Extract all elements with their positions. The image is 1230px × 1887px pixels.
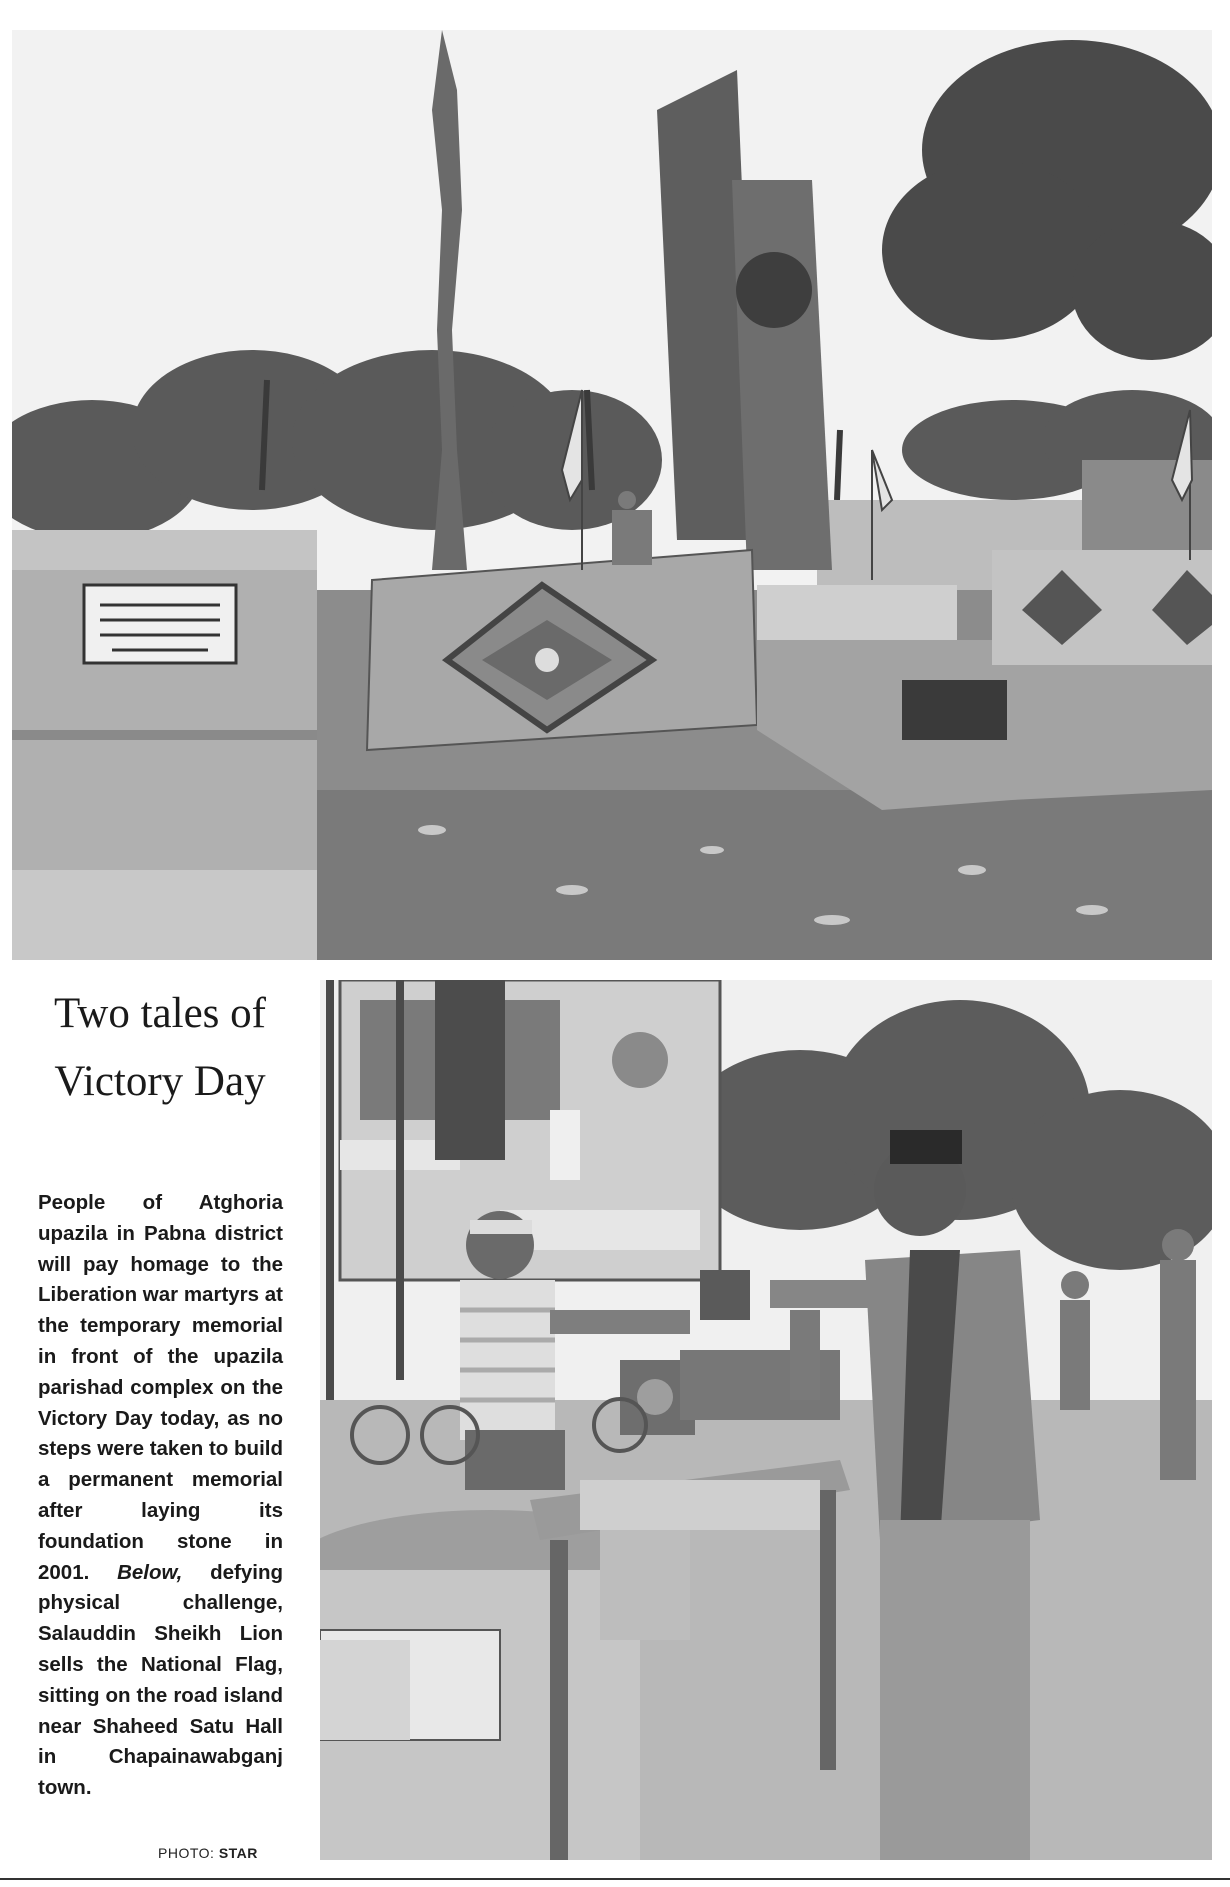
photo-credit [158,1845,278,1861]
furled-flags [435,980,505,1160]
page-bottom-rule [0,1878,1230,1880]
fabric-fence [992,550,1212,665]
banner-with-motif [367,550,757,750]
caption-text-part1: People of Atghoria upazila in Pabna district will pay homage to the Liberation war martyrs at the temporary memorial in front of the upazila parishad complex on the Victory Day today, as no steps were taken to build a permanent memorial after laying its foundation stone in 2001. [38,1191,283,1584]
flag-seller-photo-illustration [320,980,1212,1860]
memorial-photo-illustration [12,30,1212,960]
article-headline: Two tales of Victory Day [54,990,266,1105]
caption-text-part2: defying physical challenge, Salauddin Sheikh Lion sells the National Flag, sitting on the road island near Shaheed Satu Hall in Chapainawabganj town. [38,1560,284,1800]
caption-text-italic: Below, [117,1560,183,1584]
top-photo-temporary-memorial [12,30,1212,960]
photo-caption [38,1188,283,1804]
photo-credit-source: STAR [218,1845,258,1861]
photo-credit-label: PHOTO: [158,1845,219,1861]
foundation-stone [12,530,317,960]
bottom-photo-flag-seller [320,980,1212,1860]
plastic-crate [902,680,1007,740]
